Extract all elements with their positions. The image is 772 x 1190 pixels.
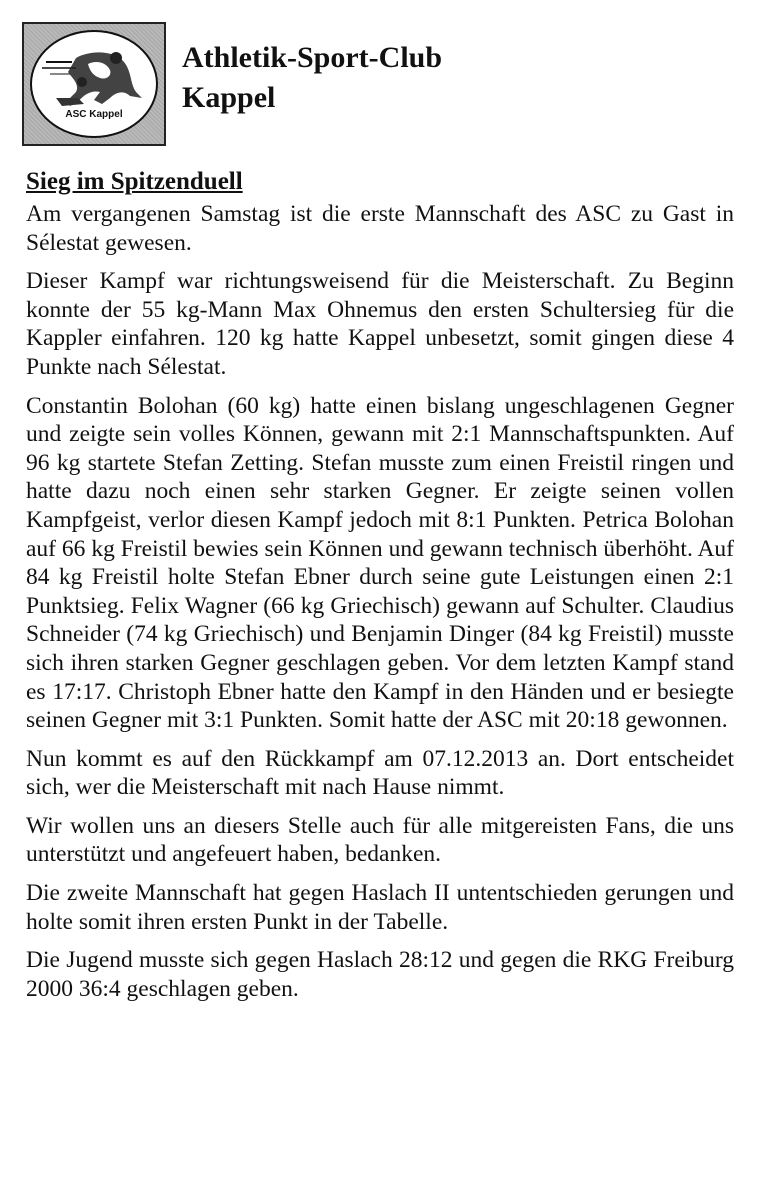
article-paragraph: Die Jugend musste sich gegen Haslach 28:12 und gegen die RKG Freiburg 2000 36:4 geschlagen geben. [26,947,734,1002]
article-paragraph: Am vergangenen Samstag ist die erste Mannschaft des ASC zu Gast in Sélestat gewesen. [26,201,734,256]
article-paragraph: Dieser Kampf war richtungsweisend für die Meisterschaft. Zu Beginn konnte der 55 kg-Mann Max Ohnemus den ersten Schultersieg für die Kappler einfahren. 120 kg hatte Kappel unbesetzt, somit gingen diese 4 Punkte nach Sélestat. [26,268,734,380]
club-name-line1: Athletik-Sport-Club [182,41,443,74]
article-paragraph: Die zweite Mannschaft hat gegen Haslach II untentschieden gerungen und holte somit ihren ersten Punkt in der Tabelle. [26,880,734,935]
article [26,166,734,1003]
article-headline: Sieg im Spitzenduell [26,168,243,195]
club-name-line2: Kappel [182,81,276,114]
logo-text: ASC Kappel [65,109,123,120]
club-logo [22,22,166,146]
logo-oval [30,30,158,138]
article-paragraph: Wir wollen uns an diesers Stelle auch für alle mitgereisten Fans, die uns unterstützt und angefeuert haben, bedanken. [26,812,734,868]
article-paragraph: Constantin Bolohan (60 kg) hatte einen bislang ungeschlagenen Gegner und zeigte sein volles Können, gewann mit 2:1 Mannschaftspunkten. Auf 96 kg startete Stefan Zetting. Stefan musste zum einen Freistil ringen und hatte dazu noch einen sehr starken Gegner. Er zeigte seinen vollen Kampfgeist, verlor diesen Kampf jedoch mit 8:1 Punkten. Petrica Bolohan auf 66 kg Freistil bewies sein Können und gewann technisch überhöht. Auf 84 kg Freistil holte Stefan Ebner durch seine gute Leistungen einen 2:1 Punktsieg. Felix Wagner (66 kg Griechisch) gewann auf Schulter. Claudius Schneider (74 kg Griechisch) und Benjamin Dinger (84 kg Freistil) musste sich ihren starken Gegner geschlagen geben. Vor dem letzten Kampf stand es 17:17. Christoph Ebner hatte den Kampf in den Händen und er besiegte seinen Gegner mit 3:1 Punkten. Somit hatte der ASC mit 20:18 gewonnen. [26,392,734,734]
article-paragraph: Nun kommt es auf den Rückkampf am 07.12.2013 an. Dort entscheidet sich, wer die Meisterschaft mit nach Hause nimmt. [26,745,734,801]
club-name [182,38,442,118]
